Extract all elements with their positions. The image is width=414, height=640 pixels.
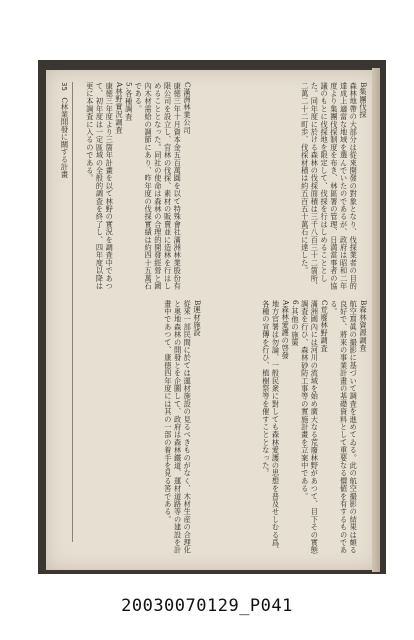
section-timber-transport: B運材施設 從來一部民間に於ては運材施設の見るべきものがなく、木材生産の合理化と奥地森林の開發とを企圖して、政府は森林鐵道、運材道路等の建設を計畫中であつて、康徳四年度には其の一部の着手を見る筈である。 [163, 300, 202, 555]
page-number: 35 [60, 82, 68, 91]
running-header [58, 82, 70, 232]
image-caption: 20030070129_P041 [121, 596, 293, 616]
section-group-harvest: B集團伐採 森林地帶の大部分は從來開發の對象となり、伐採業者の目的達成上適當な地域を選んでいたのであるが、政府は昭和二年度より集團伐採制度を布き、林區署の管理、日満當事者の協議のもとに伐採地を限定して、伐採を行はしめることとした。同年度に於ける森林の伐採面積は三千八百三十二箇所、二萬二十二町歩、伐採材積は約五百五十萬石に達した。 [300, 82, 368, 290]
header-rule [72, 82, 73, 542]
page-edge [372, 68, 380, 572]
section-forestry-company: C滿洲林業公司 康徳三年十月資本金五百萬圓を以て特殊會社滿洲林業股份有限公司を設立し、官林の伐採、素材の販賣並に造林を行はしめることとなった。同社の使命は森林の合理的開發經營と國內木材需給の調節にあり、昨年度の伐採實績は約四十五萬石である。 5.各種調査 A林野實況調査 康徳三年度より三箇年計畫を以て林野の實況を調査中であつて、初年度は一定區域の全般的調査を終了し、四年度以降は更に本調査に入るのである。 [85, 82, 192, 290]
section-forest-resource-survey: B森林資源調査 航空寫眞の撮影に基づいて調査を進めてゐる。此の航空撮影の結果は頗る良好で、將來の事業計畫の基礎資料として重要なる價値を有するものである。 C荒廢林野調査 滿洲國內には河川の流域を始め廣大なる荒廢林野があつて、目下その實態調査を行ひ、森林砂防工事等の實施計畫を立案中である。 6.其他の施策 A森林愛護の啓發 地方官署は勿論、一般民衆に對しても森林愛護の思想を普及せしむる爲、各種の宣傳を行ひ、植樹祭等を催すこととなった。 [261, 300, 368, 555]
header-title: C林業開發に關する計畫 [60, 97, 69, 179]
